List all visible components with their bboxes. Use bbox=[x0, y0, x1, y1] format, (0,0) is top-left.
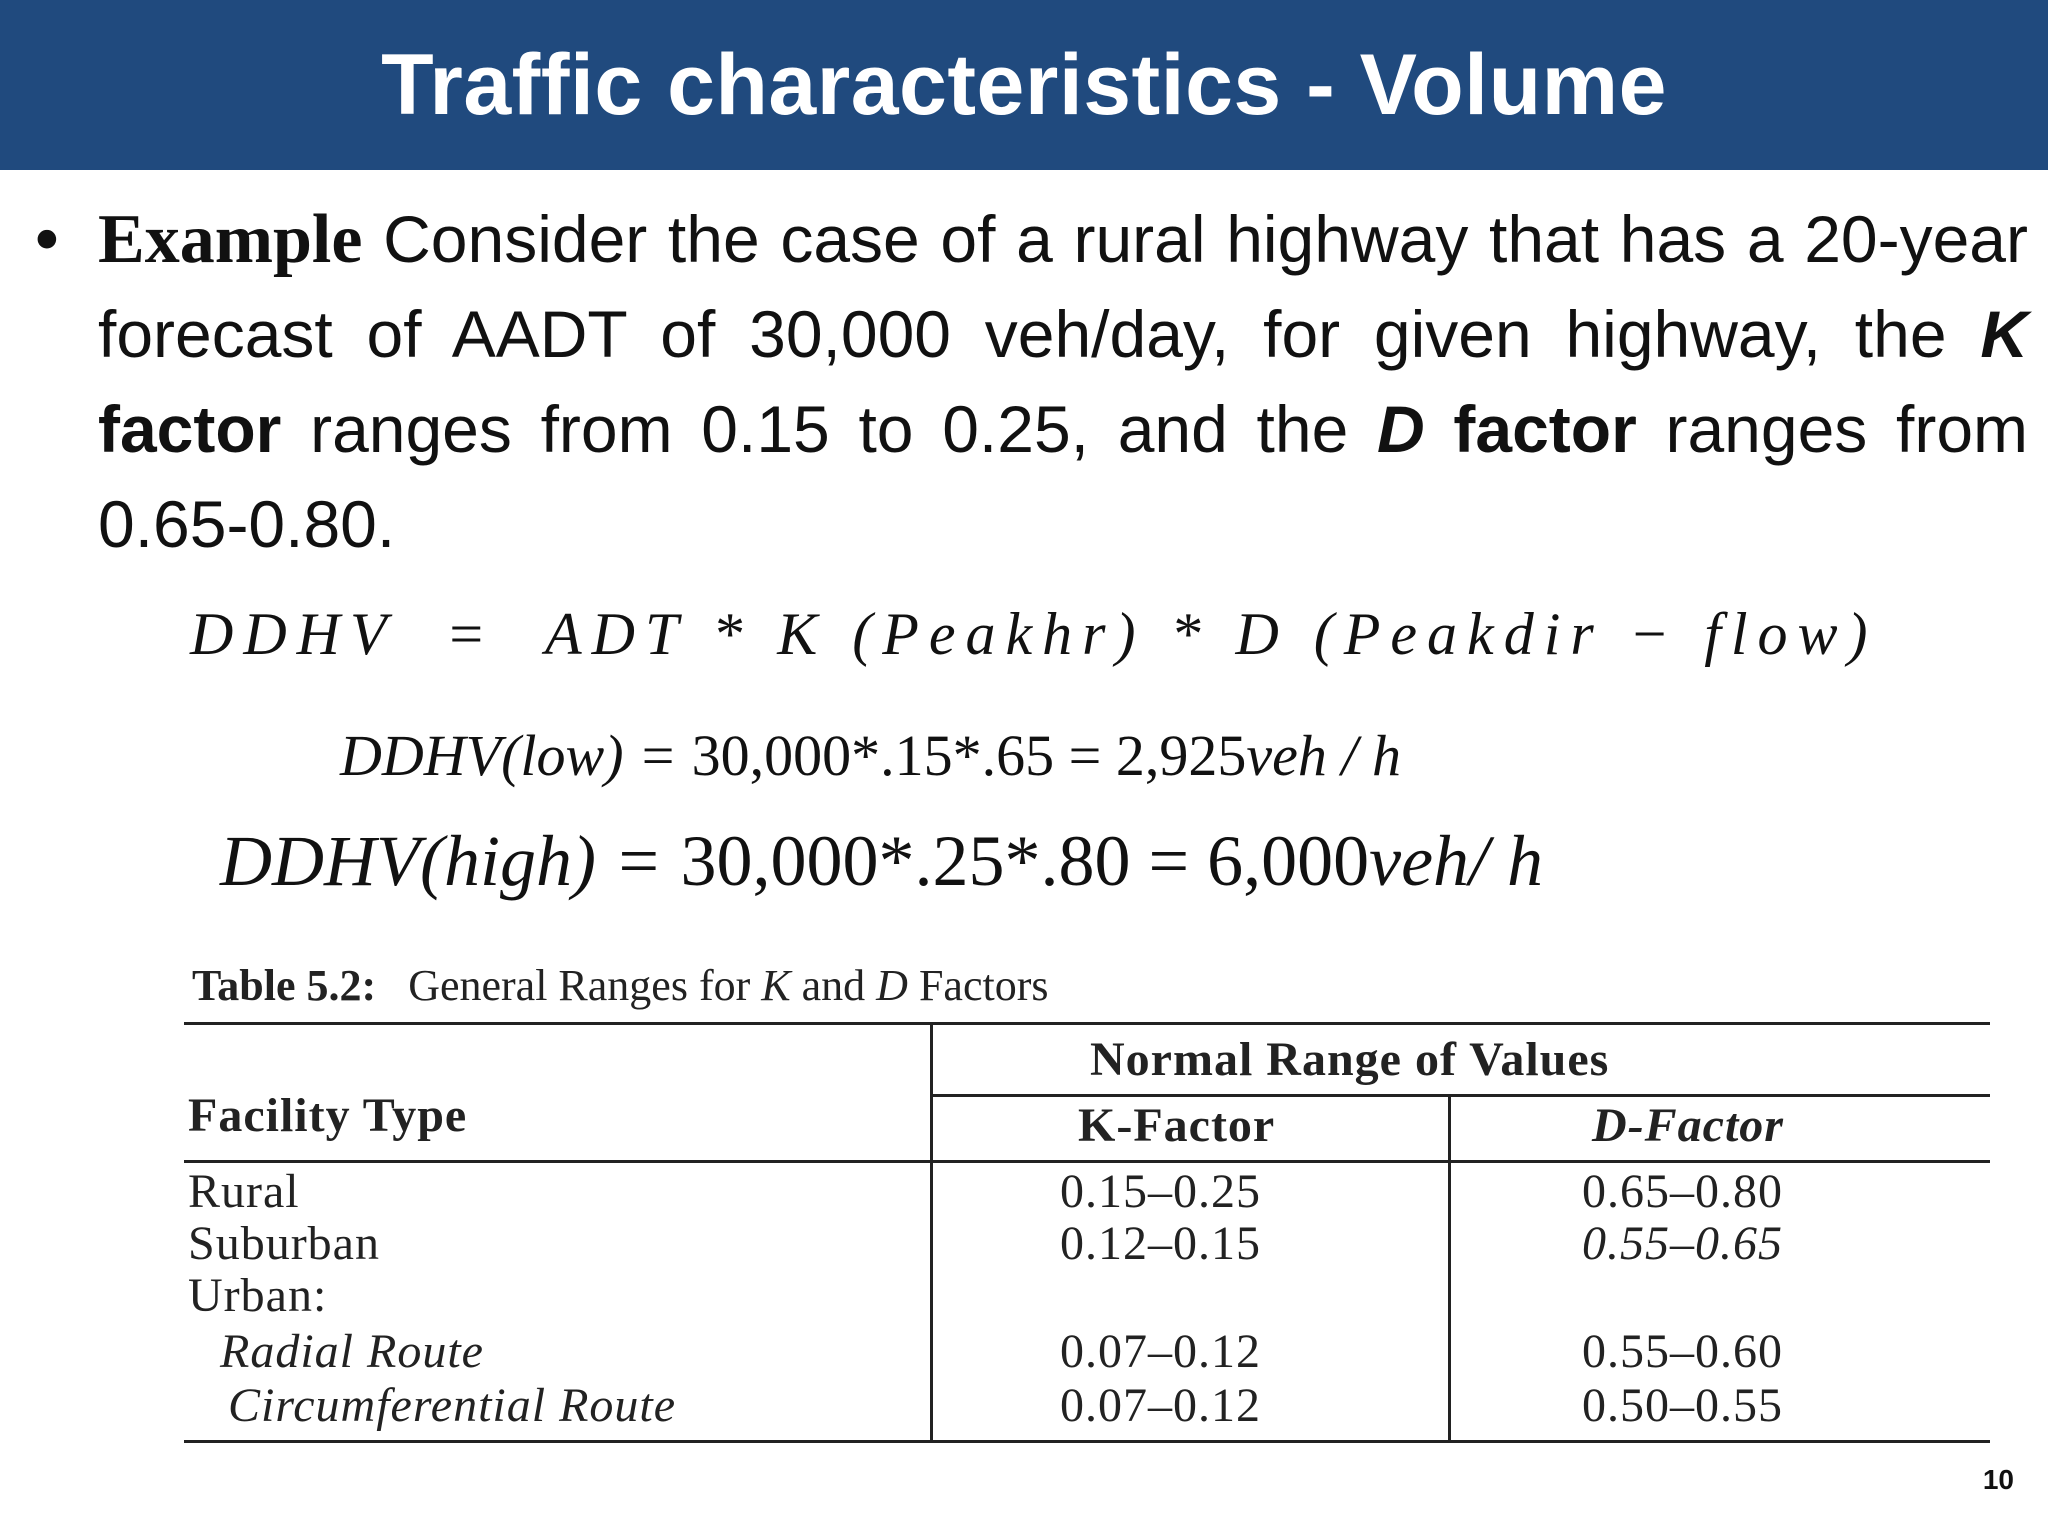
equation-low-units: veh / h bbox=[1246, 723, 1401, 788]
table-rule-top bbox=[184, 1022, 1990, 1025]
header-k-factor: K-Factor bbox=[1078, 1099, 1276, 1152]
table-caption-mid: and bbox=[790, 961, 877, 1010]
row-facility: Radial Route bbox=[220, 1325, 484, 1378]
table-rule-header bbox=[184, 1160, 1990, 1163]
row-k-value: 0.07–0.12 bbox=[1060, 1325, 1261, 1378]
table-col-divider-2 bbox=[1448, 1094, 1451, 1443]
header-facility-type: Facility Type bbox=[188, 1089, 468, 1142]
slide-title: Traffic characteristics - Volume bbox=[381, 36, 1667, 133]
bullet-icon: • bbox=[28, 205, 66, 279]
d-letter: D bbox=[1377, 392, 1425, 466]
example-paragraph bbox=[98, 192, 2028, 572]
row-facility: Urban: bbox=[188, 1269, 328, 1322]
header-d-factor: D-Factor bbox=[1592, 1099, 1784, 1152]
example-text-3: ranges from 0.65-0.80. bbox=[98, 392, 2029, 561]
table-rule-bottom bbox=[184, 1440, 1990, 1443]
table-caption-label: Table 5.2: bbox=[192, 961, 377, 1010]
title-bar bbox=[0, 0, 2048, 170]
k-letter: K bbox=[1980, 297, 2028, 371]
row-d-value: 0.55–0.65 bbox=[1582, 1217, 1783, 1270]
header-normal-range: Normal Range of Values bbox=[1090, 1033, 1610, 1086]
page-number: 10 bbox=[1982, 1464, 2014, 1495]
equation-high-numbers: 30,000*.25*.80 = 6,000 bbox=[680, 821, 1370, 901]
equation-high-units: veh/ h bbox=[1369, 821, 1544, 901]
table-caption-k: K bbox=[761, 961, 791, 1010]
row-facility: Circumferential Route bbox=[228, 1379, 677, 1432]
row-facility: Rural bbox=[188, 1165, 300, 1218]
row-facility: Suburban bbox=[188, 1217, 380, 1270]
table-caption-pre: General Ranges for bbox=[408, 961, 762, 1010]
table-col-divider-1 bbox=[930, 1022, 933, 1443]
table-caption bbox=[192, 960, 1048, 1011]
equation-low-numbers: 30,000*.15*.65 = 2,925 bbox=[691, 723, 1247, 788]
d-factor-word: factor bbox=[1453, 392, 1637, 466]
example-label: Example bbox=[98, 201, 363, 278]
equation-low bbox=[340, 722, 1401, 789]
table-caption-post: Factors bbox=[907, 961, 1049, 1010]
k-factor-word: factor bbox=[98, 392, 282, 466]
row-d-value: 0.55–0.60 bbox=[1582, 1325, 1783, 1378]
factor-table bbox=[184, 1022, 1990, 1444]
row-k-value: 0.07–0.12 bbox=[1060, 1379, 1261, 1432]
row-d-value: 0.50–0.55 bbox=[1582, 1379, 1783, 1432]
equation-general: DDHV = ADT * K (Peakhr) * D (Peakdir − flow) bbox=[190, 601, 1878, 667]
row-d-value: 0.65–0.80 bbox=[1582, 1165, 1783, 1218]
table-caption-d: D bbox=[876, 961, 908, 1010]
example-text-1: Consider the case of a rural highway that has a 20-year forecast of AADT of 30,000 veh/day, for given highway, the bbox=[98, 202, 2028, 371]
row-k-value: 0.12–0.15 bbox=[1060, 1217, 1261, 1270]
equation-low-lhs: DDHV(low) = bbox=[340, 723, 692, 788]
equation-high-lhs: DDHV(high) = bbox=[220, 821, 681, 901]
example-text-2: ranges from 0.15 to 0.25, and the bbox=[281, 392, 1378, 466]
row-k-value: 0.15–0.25 bbox=[1060, 1165, 1261, 1218]
table-rule-group bbox=[930, 1094, 1990, 1097]
equation-high bbox=[220, 820, 1543, 903]
